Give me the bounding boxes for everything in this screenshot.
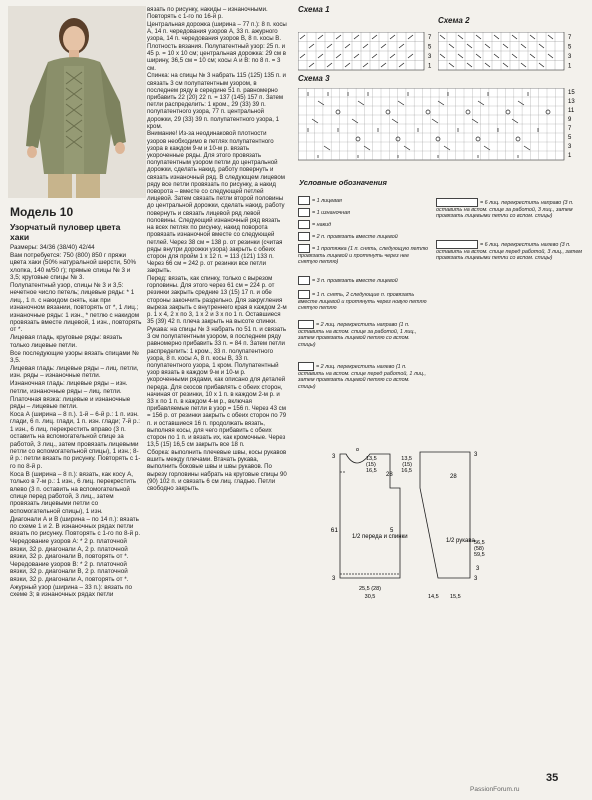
- schema3-title: Схема 3: [298, 74, 330, 83]
- paragraph: вязать по рисунку, накиды – изнаночными. Повторять с 1-го по 16-й р.: [147, 6, 268, 21]
- schema3-row-label: 15: [568, 90, 575, 96]
- paragraph: Платочная вязка: лицевые и изнаночные ряды – лицевые петли.: [10, 395, 131, 411]
- legend-k2tog-symbol: [298, 232, 310, 241]
- legend-cross-right-2-symbol: [298, 320, 314, 329]
- dim-label: 3: [474, 452, 478, 458]
- front-back-label: 1/2 переда и спинки: [352, 534, 408, 540]
- legend-cross-right-6-symbol: [436, 198, 478, 207]
- dim-label: 61: [330, 527, 338, 534]
- paragraph: Спинка: на спицы № 3 набрать 115 (125) 135 п. и связать 3 см полупатентным узором, в последнем ряду в середине 51 п. равномерно прибавить 22 (20) 22 п. = 137 (145) 157 п. Затем петли распределить: 1 кром., 29 (33) 39 п. полупатентного узора, 77 п. центральной дорожки, 29 (33) 39 п. полупатентного узора, 1 кром.: [147, 72, 286, 130]
- legend-item: = 2 п. провязать вместе лицевой: [298, 232, 428, 241]
- dim-label: 28: [450, 474, 457, 480]
- dim-label: 14,5: [428, 594, 439, 600]
- paragraph: Изнаночная гладь: лицевые ряды – изн. петли, изнаночные ряды – лиц. петли.: [10, 380, 128, 395]
- dim-label: 56,5: [474, 540, 485, 546]
- dim-label: 16,5: [401, 468, 412, 474]
- legend-cross-left-6-symbol: [436, 240, 478, 249]
- schema2-row-label: 5: [568, 44, 572, 51]
- legend-ssk-symbol: [298, 244, 310, 253]
- schema3-row-label: 9: [568, 117, 572, 123]
- left-text-column: [10, 244, 142, 599]
- paragraph: Перед: вязать, как спинку, только с вырезом горловины. Для этого через 61 см = 224 р. от резинки закрыть средние 13 (15) 17 п. и обе стороны закончить раздельно. Для закругления выреза закрыть с внутреннего края в каждом 2-м р. 1 х 4, 2 х по 3, 1 х 2 и 3 х по 1 п. Оставшиеся 35 (39) 42 п. плеча закрыть на высоте спинки.: [147, 275, 287, 326]
- dim-label: 28: [386, 472, 393, 478]
- schema2-row-label: 7: [568, 35, 572, 41]
- legend-item: = 1 п. снять, 2 следующие п. провязать вместе лицевой и протянуть через новую петлю снятую петлю: [298, 291, 427, 312]
- middle-text-column: [147, 6, 287, 493]
- paragraph: Все последующие узоры вязать спицами № 3,5.: [10, 349, 139, 365]
- dim-label: 30,5: [364, 594, 376, 600]
- page-number: 35: [546, 772, 559, 784]
- legend-knit-symbol: [298, 196, 310, 205]
- schema1-row-label: 1: [428, 63, 432, 70]
- legend-item: = 2 лиц. перекрестить направо (1 п. оставить на вспом. спице за работой, 1 лиц., затем провязать лицевой петлю со вспом. спицы): [298, 321, 417, 348]
- schema3-row-label: 11: [568, 108, 575, 114]
- paragraph: Лицевая гладь: лицевые ряды – лиц. петли, изн. ряды – изнаночные петли.: [10, 365, 139, 380]
- paragraph: Плотность вязания. Полупатентный узор: 25 п. и 45 р. = 10 х 10 см; центральная дорожка: 29 см в ширину, 36,5 см = 10 см; косы А и В: по 8 п. = 3 см.: [147, 43, 286, 72]
- schema2-row-label: 1: [568, 63, 572, 70]
- schema3-row-label: 13: [568, 99, 575, 105]
- legend-cross-left-2-symbol: [298, 362, 314, 371]
- dim-label: (15): [402, 462, 412, 468]
- legend-item: = 3 п. провязать вместе лицевой: [298, 276, 428, 285]
- legend-item: = 1 протяжка (1 п. снять, следующую петлю провязать лицевой и протянуть через нее снятую петлю): [298, 245, 428, 266]
- legend-item: = 2 лиц. перекрестить налево (1 п. оставить на вспом. спице перед работой, 1 лиц., затем провязать лицевой петлю со вспом. спицы): [298, 363, 426, 390]
- paragraph: Рукава: на спицы № 3 набрать по 51 п. и связать 3 см полупатентным узором, в последнем ряду равномерно прибавить 33 п. = 84 п. Затем петли распределить: 1 кром., 33 п. полупатентного узора, 8 п. косы А, 8 п. косы В, 33 п. полупатентного узора, 1 кром. Полупатентный узор вязать в каждом 9-м и 10-м р. укороченными рядами, как описано для деталей переда. Для скосов прибавлять с обеих сторон, начиная от резинки, 10 х 1 п. в каждом 2-м р. и 33 х по 1 п. в каждом 4-м р., включая прибавляемые петли в узор = 156 п. Через 43 см = 156 р. от резинки закрыть с обеих сторон по 79 п. и оставшиеся 16 п. продолжать вязать, выполняя косы, для чего прибавить с обеих сторон по 1 п. и вязать их, как кромочные. Через 13,5 (15) 16,5 см закрыть все 18 п.: [147, 325, 287, 449]
- dim-label: 13,5: [366, 456, 377, 462]
- legend-yarnover-symbol: [298, 220, 310, 229]
- dim-label: (58): [474, 546, 484, 552]
- dim-label: 59,5: [474, 552, 485, 558]
- schema3-row-label: 1: [568, 153, 572, 159]
- paragraph: Диагонали А и В (ширина – по 14 п.): вязать по схеме 1 и 2. В изнаночных рядах петли вязать по рисунку. Повторять с 1-го по 8-й р.: [10, 515, 141, 538]
- legend-purl-symbol: [298, 208, 310, 217]
- paragraph: Полупатентный узор, спицы № 3 и 3,5: нечетное число петель; лицевые ряды: * 1 лиц., 1 п. с накидом снять, как при изнаночном вязании, повторять от *, 1 лиц.; изнаночные ряды: 1 изн., * петлю с накидом провязать вместе лицевой, 1 изн., повторять от *.: [10, 282, 142, 334]
- paragraph: Внимание! Из-за неодинаковой плотности узоров необходимо в петлях полупатентного узора в каждом 9-м и 10-м р. вязать укороченные ряды. Для этого провязать полупатентным узором петли до центральной дорожки, сделать накид, работу повернуть и связать изнаночный ряд. В следующем лицевом ряду все петли провязать по рисунку, а накид поворота – вместе со следующей петлей лицевой. Затем связать петли второй половины до центральной дорожки, сделать накид, работу повернуть и связать лицевой ряд левой половины. Следующий изнаночный ряд вязать на всех петлях по рисунку, накид поворота провязать изнаночной вместе со следующей петлей. Через 38 см = 138 р. от резинки (считая ряды внутри дорожки узора) закрыть с обеих сторон для пройм 1 х 12 п. = 113 (121) 133 п. Через 66 см = 242 р. от резинки все петли закрыть.: [147, 130, 285, 275]
- paragraph: Сборка: выполнить плечевые швы, косы рукавов вшить между плечами. Втачать рукава, выполнить боковые швы и швы рукавов. По вырезу горловины набрать на круговые спицы 90 (90) 102 п. и связать 6 см лиц. гладью. Петли свободно закрыть.: [147, 448, 287, 492]
- footer-watermark: PassionForum.ru: [470, 786, 520, 793]
- legend-item: = 1 изнаночная: [298, 208, 428, 217]
- schema1-row-label: 5: [428, 44, 432, 51]
- legend-item: = 1 лицевая: [298, 196, 428, 205]
- dim-label: 16,5: [366, 468, 377, 474]
- pattern-diagram: [300, 448, 588, 608]
- schema3-row-label: 3: [568, 144, 572, 150]
- model-photo: [8, 6, 146, 198]
- dim-label: 3: [474, 576, 478, 582]
- schema3-row-label: 5: [568, 135, 572, 141]
- dim-label: (15): [366, 462, 376, 468]
- paragraph: Ажурный узор (ширина – 33 п.): вязать по схеме 3; в изнаночных рядах петли: [10, 583, 132, 599]
- legend-title: Условные обозначения: [299, 178, 387, 187]
- dim-label: 13,5: [401, 456, 412, 462]
- paragraph: Вам потребуется: 750 (800) 850 г пряжи цвета хаки (50% натуральной шерсти, 50% хлопка, 140 м/50 г); прямые спицы № 3 и 3,5; круговые спицы № 3.: [10, 251, 137, 282]
- model-title: Модель 10: [10, 205, 74, 219]
- legend-item: = 6 лиц. перекрестить направо (3 п. оставить на вспом. спице за работой, 3 лиц., затем провязать лицевыми петли со вспом. спицы): [436, 199, 574, 220]
- schema1-row-label: 3: [428, 54, 432, 60]
- schema3-chart: [298, 88, 588, 166]
- dim-label: 3: [476, 566, 480, 572]
- schema1-row-label: 7: [428, 35, 432, 41]
- dim-label: 25,5 (28): [358, 586, 382, 592]
- paragraph: Чередование узоров В: * 2 р. платочной вязки, 32 р. диагонали В, 2 р. платочной вязки, 32 р. диагонали А, повторять от *.: [10, 561, 129, 583]
- schema2-row-label: 3: [568, 54, 572, 60]
- legend-item: = 6 лиц. перекрестить налево (3 п. оставить на вспом. спице перед работой, 3 лиц., затем провязать лицевыми петли со вспом. спицы): [436, 241, 583, 262]
- paragraph: Чередование узоров А: * 2 р. платочной вязки, 32 р. диагонали А, 2 р. платочной вязки, 32 р. диагонали В, повторять от *.: [10, 538, 129, 561]
- legend-item: = накид: [298, 220, 428, 229]
- paragraph: Размеры: 34/36 (38/40) 42/44: [10, 244, 95, 251]
- legend-sk2p-symbol: [298, 290, 310, 299]
- dim-label: 8: [356, 448, 360, 453]
- dim-label: 3: [332, 454, 336, 460]
- legend-k3tog-symbol: [298, 276, 310, 285]
- model-subtitle: Узорчатый пуловер цвета хаки: [10, 222, 121, 242]
- dim-label: 5: [390, 528, 394, 534]
- schema2-chart: [438, 32, 580, 72]
- paragraph: Лицевая гладь, круговые ряды: вязать только лицевые петли.: [10, 334, 123, 349]
- schema1-title: Схема 1: [298, 5, 330, 14]
- paragraph: Центральная дорожка (ширина – 77 п.): 8 п. косы А, 14 п. чередования узоров А, 33 п. ажурного узора, 14 п. чередования узоров В, 8 п. косы В.: [147, 20, 287, 43]
- sleeve-label: 1/2 рукава: [446, 538, 475, 544]
- schema2-title: Схема 2: [438, 16, 470, 25]
- schema1-chart: [298, 32, 438, 72]
- schema3-row-label: 7: [568, 126, 572, 132]
- paragraph: Коса В (ширина – 8 п.): вязать, как косу А, только в 7-м р.: 1 изн., 6 лиц. перекрестить влево (3 п. оставить на вспомогательной спице перед работой, 3 лиц., затем провязать лицевыми петли со вспомогательной спицы), 1 изн.: [10, 470, 137, 515]
- dim-label: 15,5: [450, 594, 461, 600]
- dim-label: 3: [332, 576, 336, 582]
- paragraph: Коса А (ширина – 8 п.). 1-й – 6-й р.: 1 п. изн. глади, 6 п. лиц. глади, 1 п. изн. глади; 7-й р.: 1 изн., 6 лиц. перекрестить вправо (3 п. оставить на вспомогательной спице за работой, 3 лиц., затем провязать лицевыми петли со вспомогательной спицы), 1 изн.; 8-й р.: петли вязать по рисунку. Повторять с 1-го по 8-й р.: [10, 410, 141, 470]
